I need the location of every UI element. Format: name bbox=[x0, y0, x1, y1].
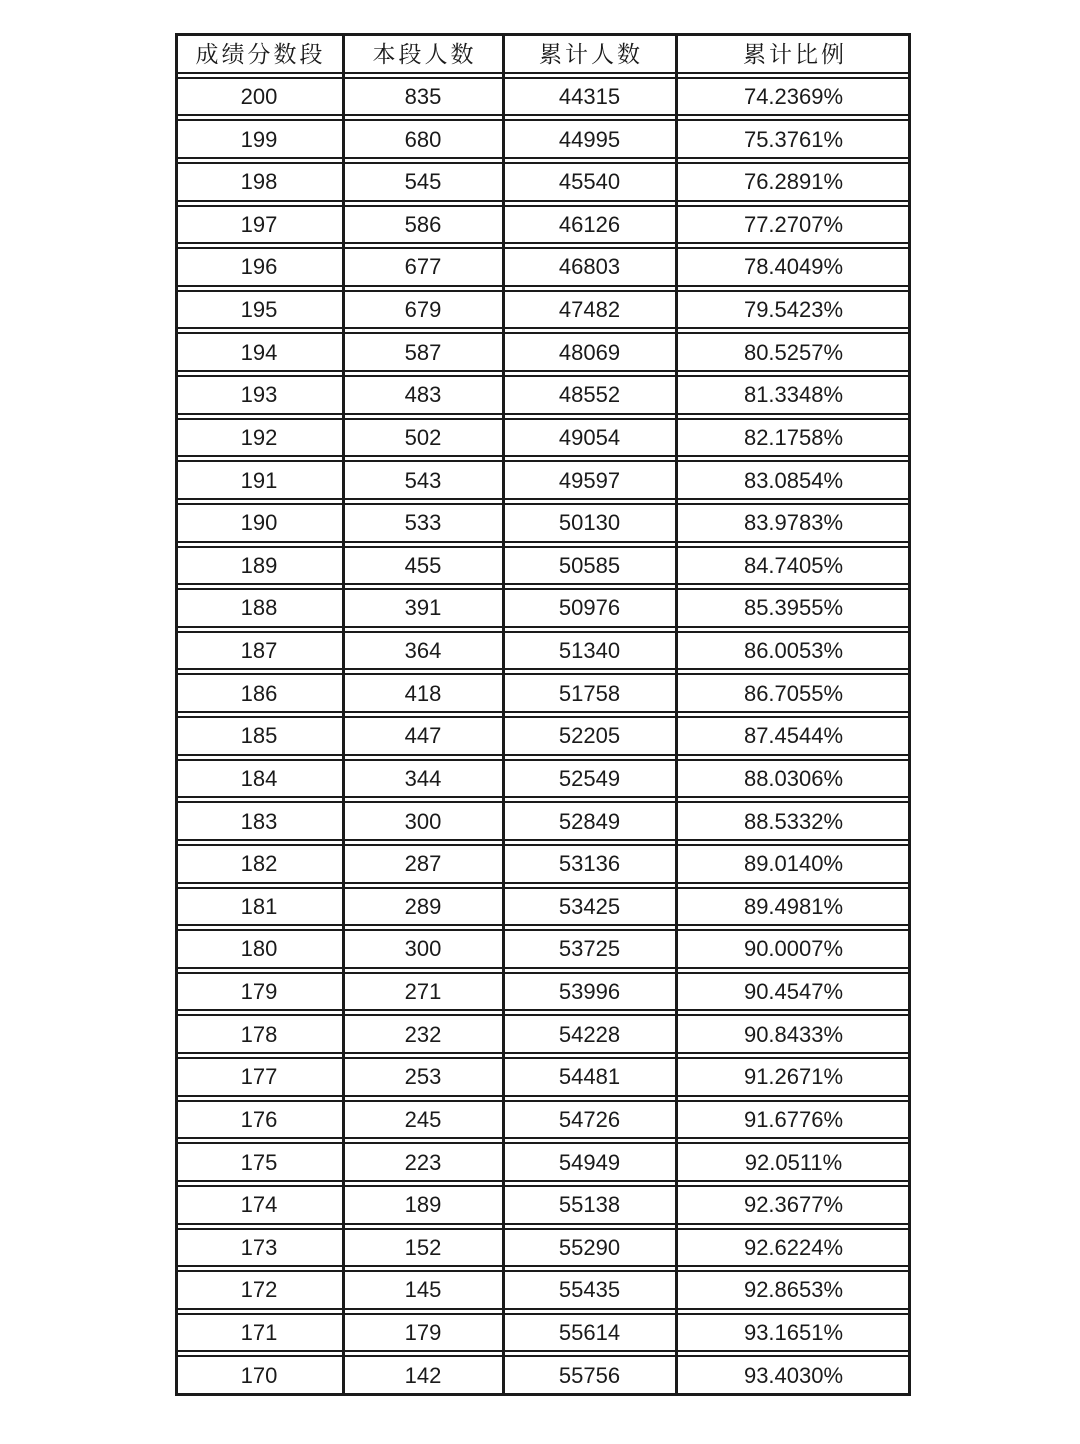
cell-score-range: 182 bbox=[240, 851, 278, 877]
cell-score-range: 187 bbox=[240, 638, 278, 664]
cell-cumulative-ratio: 75.3761% bbox=[743, 126, 844, 152]
cell-score-range: 178 bbox=[240, 1021, 278, 1047]
cell-cumulative-count: 52549 bbox=[558, 765, 621, 791]
cell-cumulative-ratio: 93.4030% bbox=[743, 1362, 844, 1388]
table-row bbox=[175, 546, 911, 586]
cell-segment-count: 253 bbox=[404, 1064, 442, 1090]
cell-score-range: 180 bbox=[240, 936, 278, 962]
cell-score-range: 193 bbox=[240, 382, 278, 408]
table-row bbox=[175, 929, 911, 969]
cell-segment-count: 189 bbox=[404, 1192, 442, 1218]
table-row bbox=[175, 844, 911, 884]
table-row bbox=[175, 631, 911, 671]
cell-cumulative-ratio: 84.7405% bbox=[743, 552, 844, 578]
header-cell-segment-count: 本段人数 bbox=[372, 40, 477, 67]
table-row bbox=[175, 1014, 911, 1054]
cell-segment-count: 344 bbox=[404, 765, 442, 791]
cell-cumulative-ratio: 86.0053% bbox=[743, 638, 844, 664]
cell-score-range: 184 bbox=[240, 765, 278, 791]
cell-cumulative-ratio: 78.4049% bbox=[743, 254, 844, 280]
cell-segment-count: 287 bbox=[404, 851, 442, 877]
cell-cumulative-ratio: 87.4544% bbox=[743, 723, 844, 749]
cell-cumulative-ratio: 80.5257% bbox=[743, 339, 844, 365]
table-row bbox=[175, 162, 911, 202]
cell-cumulative-count: 55756 bbox=[558, 1362, 621, 1388]
cell-segment-count: 677 bbox=[404, 254, 442, 280]
cell-segment-count: 543 bbox=[404, 467, 442, 493]
cell-cumulative-count: 55614 bbox=[558, 1320, 621, 1346]
table-row bbox=[175, 1100, 911, 1140]
cell-cumulative-ratio: 90.0007% bbox=[743, 936, 844, 962]
cell-score-range: 189 bbox=[240, 552, 278, 578]
cell-segment-count: 533 bbox=[404, 510, 442, 536]
table-row bbox=[175, 77, 911, 117]
cell-segment-count: 289 bbox=[404, 893, 442, 919]
cell-segment-count: 587 bbox=[404, 339, 442, 365]
cell-segment-count: 680 bbox=[404, 126, 442, 152]
cell-cumulative-count: 54949 bbox=[558, 1149, 621, 1175]
table-row bbox=[175, 503, 911, 543]
table-header-row bbox=[175, 33, 911, 74]
cell-cumulative-ratio: 91.2671% bbox=[743, 1064, 844, 1090]
cell-cumulative-count: 46126 bbox=[558, 211, 621, 237]
cell-cumulative-count: 49597 bbox=[558, 467, 621, 493]
cell-cumulative-count: 55138 bbox=[558, 1192, 621, 1218]
score-distribution-table bbox=[175, 33, 911, 1396]
cell-segment-count: 152 bbox=[404, 1234, 442, 1260]
cell-segment-count: 391 bbox=[404, 595, 442, 621]
cell-score-range: 173 bbox=[240, 1234, 278, 1260]
cell-cumulative-count: 46803 bbox=[558, 254, 621, 280]
cell-score-range: 188 bbox=[240, 595, 278, 621]
table-row bbox=[175, 290, 911, 330]
header-cell-score-range: 成绩分数段 bbox=[195, 40, 326, 67]
cell-score-range: 196 bbox=[240, 254, 278, 280]
cell-score-range: 172 bbox=[240, 1277, 278, 1303]
cell-segment-count: 447 bbox=[404, 723, 442, 749]
table-row bbox=[175, 1185, 911, 1225]
cell-score-range: 195 bbox=[240, 297, 278, 323]
cell-score-range: 181 bbox=[240, 893, 278, 919]
cell-cumulative-count: 53725 bbox=[558, 936, 621, 962]
table-row bbox=[175, 801, 911, 841]
table-row bbox=[175, 375, 911, 415]
cell-score-range: 176 bbox=[240, 1106, 278, 1132]
cell-score-range: 199 bbox=[240, 126, 278, 152]
cell-segment-count: 502 bbox=[404, 424, 442, 450]
header-cell-cumulative-ratio: 累计比例 bbox=[743, 40, 847, 67]
cell-cumulative-count: 53136 bbox=[558, 851, 621, 877]
table-row bbox=[175, 1355, 911, 1396]
cell-segment-count: 232 bbox=[404, 1021, 442, 1047]
table-row bbox=[175, 1270, 911, 1310]
table-row bbox=[175, 716, 911, 756]
cell-cumulative-count: 51340 bbox=[558, 638, 621, 664]
cell-cumulative-count: 49054 bbox=[558, 424, 621, 450]
cell-cumulative-ratio: 83.9783% bbox=[743, 510, 844, 536]
table-row bbox=[175, 332, 911, 372]
cell-cumulative-count: 54726 bbox=[558, 1106, 621, 1132]
cell-score-range: 200 bbox=[240, 83, 278, 109]
header-cell-cumulative-count: 累计人数 bbox=[539, 40, 643, 67]
cell-segment-count: 145 bbox=[404, 1277, 442, 1303]
cell-segment-count: 142 bbox=[404, 1362, 442, 1388]
table-row bbox=[175, 119, 911, 159]
cell-cumulative-ratio: 74.2369% bbox=[743, 83, 844, 109]
cell-cumulative-ratio: 89.0140% bbox=[743, 851, 844, 877]
cell-score-range: 185 bbox=[240, 723, 278, 749]
cell-cumulative-ratio: 77.2707% bbox=[743, 211, 844, 237]
cell-score-range: 177 bbox=[240, 1064, 278, 1090]
cell-segment-count: 223 bbox=[404, 1149, 442, 1175]
cell-segment-count: 418 bbox=[404, 680, 442, 706]
cell-cumulative-count: 52205 bbox=[558, 723, 621, 749]
cell-cumulative-ratio: 83.0854% bbox=[743, 467, 844, 493]
cell-cumulative-ratio: 90.4547% bbox=[743, 979, 844, 1005]
cell-score-range: 174 bbox=[240, 1192, 278, 1218]
cell-cumulative-count: 44315 bbox=[558, 83, 621, 109]
cell-cumulative-count: 54228 bbox=[558, 1021, 621, 1047]
cell-segment-count: 364 bbox=[404, 638, 442, 664]
cell-cumulative-ratio: 86.7055% bbox=[743, 680, 844, 706]
cell-cumulative-ratio: 88.0306% bbox=[743, 765, 844, 791]
cell-score-range: 179 bbox=[240, 979, 278, 1005]
table-row bbox=[175, 1313, 911, 1353]
table-row bbox=[175, 418, 911, 458]
table-row bbox=[175, 247, 911, 287]
table-row bbox=[175, 460, 911, 500]
cell-cumulative-count: 50130 bbox=[558, 510, 621, 536]
cell-cumulative-ratio: 90.8433% bbox=[743, 1021, 844, 1047]
cell-segment-count: 679 bbox=[404, 297, 442, 323]
cell-segment-count: 271 bbox=[404, 979, 442, 1005]
cell-cumulative-ratio: 81.3348% bbox=[743, 382, 844, 408]
table-row bbox=[175, 759, 911, 799]
cell-cumulative-ratio: 76.2891% bbox=[743, 169, 844, 195]
cell-cumulative-ratio: 92.6224% bbox=[743, 1234, 844, 1260]
cell-cumulative-ratio: 92.3677% bbox=[743, 1192, 844, 1218]
cell-cumulative-count: 44995 bbox=[558, 126, 621, 152]
cell-segment-count: 483 bbox=[404, 382, 442, 408]
cell-cumulative-count: 55290 bbox=[558, 1234, 621, 1260]
cell-cumulative-count: 55435 bbox=[558, 1277, 621, 1303]
table-row bbox=[175, 887, 911, 927]
cell-cumulative-count: 52849 bbox=[558, 808, 621, 834]
table-row bbox=[175, 1228, 911, 1268]
cell-segment-count: 300 bbox=[404, 936, 442, 962]
cell-score-range: 190 bbox=[240, 510, 278, 536]
cell-cumulative-count: 48552 bbox=[558, 382, 621, 408]
table-row bbox=[175, 588, 911, 628]
cell-score-range: 198 bbox=[240, 169, 278, 195]
cell-cumulative-count: 47482 bbox=[558, 297, 621, 323]
cell-cumulative-ratio: 85.3955% bbox=[743, 595, 844, 621]
cell-segment-count: 179 bbox=[404, 1320, 442, 1346]
cell-score-range: 191 bbox=[240, 467, 278, 493]
cell-cumulative-count: 54481 bbox=[558, 1064, 621, 1090]
cell-cumulative-ratio: 79.5423% bbox=[743, 297, 844, 323]
cell-segment-count: 835 bbox=[404, 83, 442, 109]
table-row bbox=[175, 1142, 911, 1182]
cell-segment-count: 300 bbox=[404, 808, 442, 834]
cell-score-range: 197 bbox=[240, 211, 278, 237]
cell-segment-count: 245 bbox=[404, 1106, 442, 1132]
cell-segment-count: 455 bbox=[404, 552, 442, 578]
table-row bbox=[175, 673, 911, 713]
cell-cumulative-count: 50976 bbox=[558, 595, 621, 621]
cell-cumulative-count: 48069 bbox=[558, 339, 621, 365]
cell-score-range: 171 bbox=[240, 1320, 278, 1346]
table-row bbox=[175, 205, 911, 245]
cell-cumulative-count: 53996 bbox=[558, 979, 621, 1005]
table-rows bbox=[175, 33, 911, 1396]
table-row bbox=[175, 972, 911, 1012]
cell-cumulative-ratio: 82.1758% bbox=[743, 424, 844, 450]
cell-cumulative-count: 53425 bbox=[558, 893, 621, 919]
cell-cumulative-ratio: 93.1651% bbox=[743, 1320, 844, 1346]
cell-cumulative-ratio: 92.8653% bbox=[743, 1277, 844, 1303]
cell-cumulative-ratio: 89.4981% bbox=[743, 893, 844, 919]
cell-score-range: 175 bbox=[240, 1149, 278, 1175]
cell-cumulative-ratio: 88.5332% bbox=[743, 808, 844, 834]
cell-cumulative-ratio: 91.6776% bbox=[743, 1106, 844, 1132]
cell-segment-count: 545 bbox=[404, 169, 442, 195]
cell-cumulative-count: 51758 bbox=[558, 680, 621, 706]
cell-score-range: 186 bbox=[240, 680, 278, 706]
cell-score-range: 183 bbox=[240, 808, 278, 834]
cell-cumulative-ratio: 92.0511% bbox=[744, 1149, 843, 1175]
cell-score-range: 170 bbox=[240, 1362, 278, 1388]
cell-score-range: 194 bbox=[240, 339, 278, 365]
table-row bbox=[175, 1057, 911, 1097]
cell-segment-count: 586 bbox=[404, 211, 442, 237]
cell-cumulative-count: 45540 bbox=[558, 169, 621, 195]
cell-cumulative-count: 50585 bbox=[558, 552, 621, 578]
cell-score-range: 192 bbox=[240, 424, 278, 450]
